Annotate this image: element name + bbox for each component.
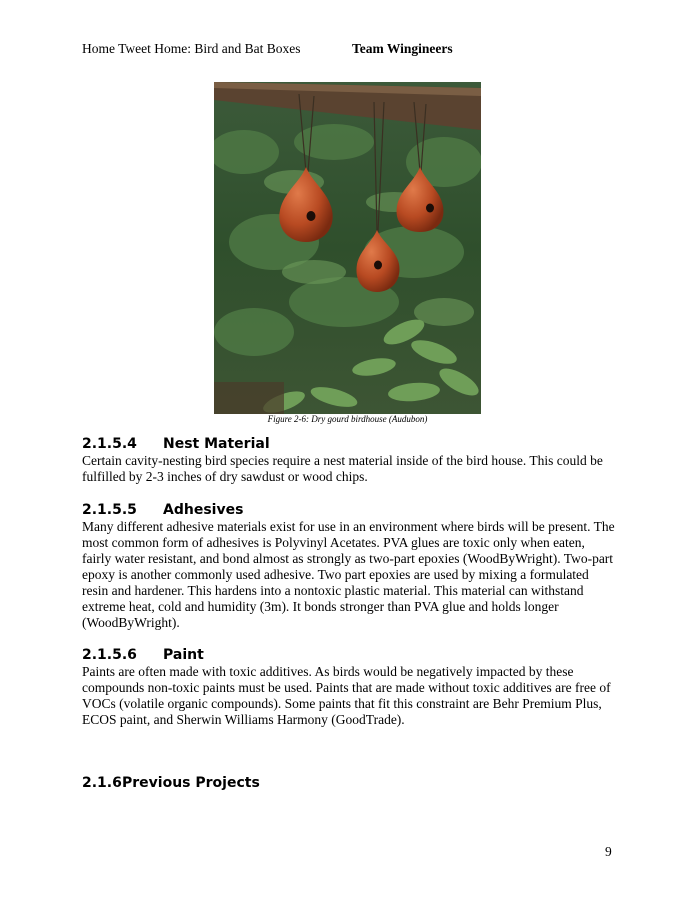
section-heading [82,647,617,664]
section-heading [82,502,617,519]
section-number: 2.1.6 [82,775,122,791]
section-body: Certain cavity-nesting bird species require a nest material inside of the bird house. This could be fulfilled by 2-3 inches of dry sawdust or wood chips. [82,453,603,484]
section-title: Paint [163,647,204,663]
section-title: Previous Projects [122,775,260,791]
section-number: 2.1.5.4 [82,436,137,452]
section-title: Nest Material [163,436,270,452]
section-paint [82,647,617,728]
header-team: Team Wingineers [352,41,453,56]
section-body: Many different adhesive materials exist for use in an environment where birds will be present. The most common form of adhesives is Polyvinyl Acetates. PVA glues are toxic only when eaten, fairly water resistant, and bond almost as strongly as two-part epoxies (WoodByWright). Two-part epoxy is another commonly used adhesive. Two part epoxies are used by mixing a formulated resin and hardener. This hardens into a nontoxic plastic material. This material can withstand extreme heat, cold and humidity (3m). It bonds stronger than PVA glue and holds longer (WoodByWright). [82,519,615,630]
section-previous-projects-heading [82,775,260,791]
section-body: Paints are often made with toxic additives. As birds would be negatively impacted by these compounds non-toxic paints must be used. Paints that are made without toxic additives are free of VOCs (volatile organic compounds). Some paints that fit this constraint are Behr Premium Plus, ECOS paint, and Sherwin Williams Harmony (GoodTrade). [82,664,611,727]
gourd-birdhouse-photo [214,82,481,414]
section-number: 2.1.5.6 [82,647,137,663]
page-header [82,41,453,57]
figure-caption: Figure 2-6: Dry gourd birdhouse (Audubon) [267,414,428,424]
header-title: Home Tweet Home: Bird and Bat Boxes [82,41,301,56]
section-heading [82,436,617,453]
section-nest-material [82,436,617,485]
section-title: Adhesives [163,502,244,518]
section-number: 2.1.5.5 [82,502,137,518]
section-adhesives [82,502,617,631]
page-number: 9 [605,844,612,859]
